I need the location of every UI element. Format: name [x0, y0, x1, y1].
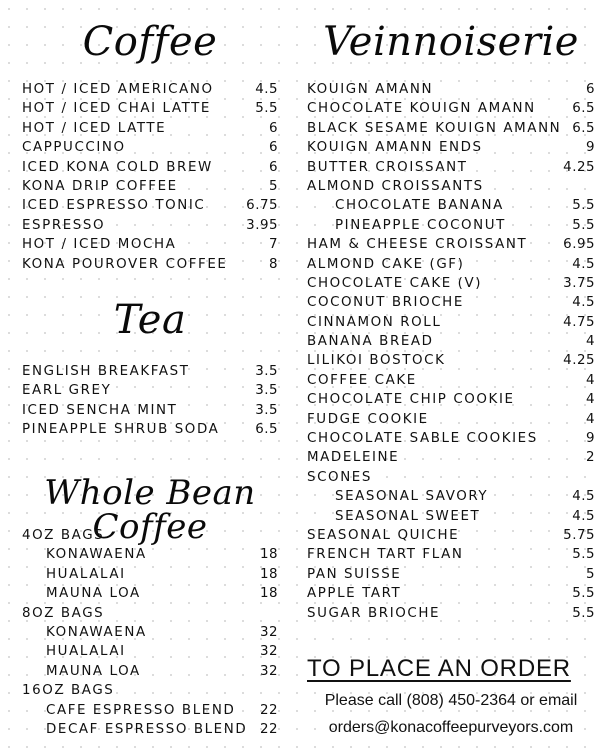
item-name: MADELEINE [307, 450, 400, 466]
item-price: 6.5 [572, 101, 595, 117]
menu-item [307, 547, 595, 566]
item-name: FRENCH TART FLAN [307, 547, 464, 563]
menu-item [22, 237, 278, 256]
menu-item [22, 364, 278, 383]
item-price: 9 [585, 431, 595, 447]
menu-item [22, 257, 278, 276]
menu-item [22, 664, 278, 683]
menu-item [22, 160, 278, 179]
order-email-link[interactable]: orders@konacoffeepurveyors.com [328, 719, 574, 736]
item-name: KONA DRIP COFFEE [22, 178, 178, 194]
item-price: 4.5 [572, 295, 595, 311]
item-price: 5 [585, 566, 595, 582]
menu-item [307, 373, 595, 392]
item-price: 6.5 [572, 120, 595, 136]
menu-item [22, 625, 278, 644]
item-price: 3.95 [246, 217, 278, 233]
menu-item [307, 431, 595, 450]
item-price: 4 [585, 372, 595, 388]
menu-item [307, 198, 595, 217]
item-name: BANANA BREAD [307, 334, 434, 350]
menu-item [307, 276, 595, 295]
item-price: 5.5 [572, 198, 595, 214]
item-name: SEASONAL QUICHE [307, 527, 460, 543]
order-title: TO PLACE AN ORDER [307, 655, 571, 682]
item-name: CHOCOLATE CAKE (V) [307, 275, 483, 291]
menu-item [307, 101, 595, 120]
menu-item [22, 422, 278, 441]
menu-item [307, 295, 595, 314]
menu-item [22, 101, 278, 120]
item-price: 5.5 [572, 605, 595, 621]
order-phone-line: Please call (808) 450-2364 or email [324, 692, 578, 709]
menu-item [307, 567, 595, 586]
item-price: 3.5 [255, 383, 278, 399]
viennoiserie-heading: Veinnoiserie [323, 19, 579, 65]
item-name: ICED ESPRESSO TONIC [22, 198, 206, 214]
whole-bean-heading: Whole Bean Coffee [44, 473, 256, 547]
tea-heading: Tea [113, 297, 187, 343]
item-price: 5.5 [572, 217, 595, 233]
item-name: MAUNA LOA [46, 586, 141, 602]
item-name: ALMOND CAKE (GF) [307, 256, 465, 272]
tea-list [22, 364, 278, 442]
item-price: 6 [585, 82, 595, 97]
item-name: HOT / ICED AMERICANO [22, 82, 214, 97]
item-name: ALMOND CROISSANTS [307, 178, 484, 194]
item-price: 5 [268, 178, 278, 194]
item-name: HUALALAI [46, 566, 126, 582]
item-price: 4 [585, 411, 595, 427]
item-name: CHOCOLATE KOUIGN AMANN [307, 101, 536, 117]
item-price: 22 [259, 721, 278, 737]
item-name: 8OZ BAGS [22, 605, 105, 621]
item-price: 4.5 [572, 508, 595, 524]
menu-item [307, 606, 595, 625]
item-name: MAUNA LOA [46, 663, 141, 679]
item-price: 7 [268, 237, 278, 253]
item-name: PAN SUISSE [307, 566, 402, 582]
item-price: 18 [259, 566, 278, 582]
item-price: 3.5 [255, 364, 278, 379]
menu-item [307, 412, 595, 431]
item-name: ENGLISH BREAKFAST [22, 364, 190, 379]
item-price: 5.5 [572, 586, 595, 602]
item-name: HOT / ICED MOCHA [22, 237, 177, 253]
item-name: HAM & CHEESE CROISSANT [307, 237, 528, 253]
item-name: CAFE ESPRESSO BLEND [46, 702, 236, 718]
item-price: 4 [585, 334, 595, 350]
item-price: 22 [259, 702, 278, 718]
item-name: 4OZ BAGS [22, 528, 105, 543]
item-name: ICED KONA COLD BREW [22, 159, 213, 175]
item-price: 32 [259, 624, 278, 640]
item-name: 16OZ BAGS [22, 683, 115, 699]
item-name: KONA POUROVER COFFEE [22, 256, 228, 272]
menu-item [307, 140, 595, 159]
item-name: DECAF ESPRESSO BLEND [46, 721, 248, 737]
item-name: LILIKOI BOSTOCK [307, 353, 446, 369]
menu-item [307, 528, 595, 547]
item-name: BLACK SESAME KOUIGN AMANN [307, 120, 562, 136]
viennoiserie-list [307, 82, 595, 625]
item-price: 2 [585, 450, 595, 466]
menu-item [22, 683, 278, 702]
menu-item [22, 383, 278, 402]
item-name: HOT / ICED CHAI LATTE [22, 101, 211, 117]
item-price: 6 [268, 120, 278, 136]
item-name: PINEAPPLE SHRUB SODA [22, 422, 220, 438]
item-price: 5.75 [563, 527, 595, 543]
item-name: COFFEE CAKE [307, 372, 417, 388]
menu-item [307, 121, 595, 140]
menu-item [22, 528, 278, 547]
item-price: 4.25 [563, 353, 595, 369]
menu-item [307, 586, 595, 605]
item-price: 5.5 [572, 547, 595, 563]
menu-item [307, 353, 595, 372]
menu-item [307, 160, 595, 179]
item-price: 3.75 [563, 275, 595, 291]
menu-item [307, 218, 595, 237]
item-price: 18 [259, 547, 278, 563]
item-name: SEASONAL SWEET [335, 508, 481, 524]
item-name: KOUIGN AMANN [307, 82, 434, 97]
menu-item [307, 450, 595, 469]
item-name: CINNAMON ROLL [307, 314, 442, 330]
item-price: 8 [268, 256, 278, 272]
item-name: BUTTER CROISSANT [307, 159, 468, 175]
item-price: 9 [585, 140, 595, 156]
item-name: KONAWAENA [46, 547, 147, 563]
item-price: 18 [259, 586, 278, 602]
item-price: 32 [259, 663, 278, 679]
item-name: ESPRESSO [22, 217, 106, 233]
item-price: 6.95 [563, 237, 595, 253]
menu-item [22, 218, 278, 237]
menu-item [22, 703, 278, 722]
menu-item [307, 82, 595, 101]
menu-item [22, 644, 278, 663]
item-name: PINEAPPLE COCONUT [335, 217, 506, 233]
item-price: 5.5 [255, 101, 278, 117]
item-price: 4 [585, 392, 595, 408]
item-price: 6 [268, 159, 278, 175]
menu-item [307, 179, 595, 198]
menu-item [307, 315, 595, 334]
menu-item [22, 722, 278, 741]
item-price: 4.5 [572, 489, 595, 505]
item-price: 4.75 [563, 314, 595, 330]
item-name: KOUIGN AMANN ENDS [307, 140, 483, 156]
item-price: 6.5 [255, 422, 278, 438]
menu-item [22, 586, 278, 605]
menu-item [22, 121, 278, 140]
item-price: 6 [268, 140, 278, 156]
menu-item [307, 334, 595, 353]
menu-item [307, 392, 595, 411]
menu-item [22, 403, 278, 422]
item-name: CHOCOLATE SABLE COOKIES [307, 431, 538, 447]
menu-item [307, 489, 595, 508]
menu-item [307, 509, 595, 528]
item-price: 4.25 [563, 159, 595, 175]
item-name: SEASONAL SAVORY [335, 489, 489, 505]
item-name: HUALALAI [46, 644, 126, 660]
whole-bean-list [22, 528, 278, 741]
menu-item [22, 606, 278, 625]
menu-item [22, 140, 278, 159]
item-name: CAPPUCCINO [22, 140, 126, 156]
item-name: SCONES [307, 469, 372, 485]
item-name: ICED SENCHA MINT [22, 402, 178, 418]
menu-item [307, 237, 595, 256]
item-name: CHOCOLATE BANANA [335, 198, 504, 214]
item-name: SUGAR BRIOCHE [307, 605, 441, 621]
item-name: HOT / ICED LATTE [22, 120, 167, 136]
item-price: 4.5 [255, 82, 278, 97]
item-price: 4.5 [572, 256, 595, 272]
menu-item [22, 82, 278, 101]
item-price: 32 [259, 644, 278, 660]
item-price: 6.75 [246, 198, 278, 214]
menu-item [307, 257, 595, 276]
coffee-list [22, 82, 278, 276]
menu-item [307, 470, 595, 489]
menu-item [22, 547, 278, 566]
item-name: EARL GREY [22, 383, 112, 399]
item-name: COCONUT BRIOCHE [307, 295, 464, 311]
item-name: APPLE TART [307, 586, 402, 602]
menu-item [22, 179, 278, 198]
coffee-heading: Coffee [82, 19, 218, 65]
item-name: KONAWAENA [46, 624, 147, 640]
menu-item [22, 567, 278, 586]
item-price: 3.5 [255, 402, 278, 418]
item-name: FUDGE COOKIE [307, 411, 429, 427]
menu-item [22, 198, 278, 217]
item-name: CHOCOLATE CHIP COOKIE [307, 392, 515, 408]
